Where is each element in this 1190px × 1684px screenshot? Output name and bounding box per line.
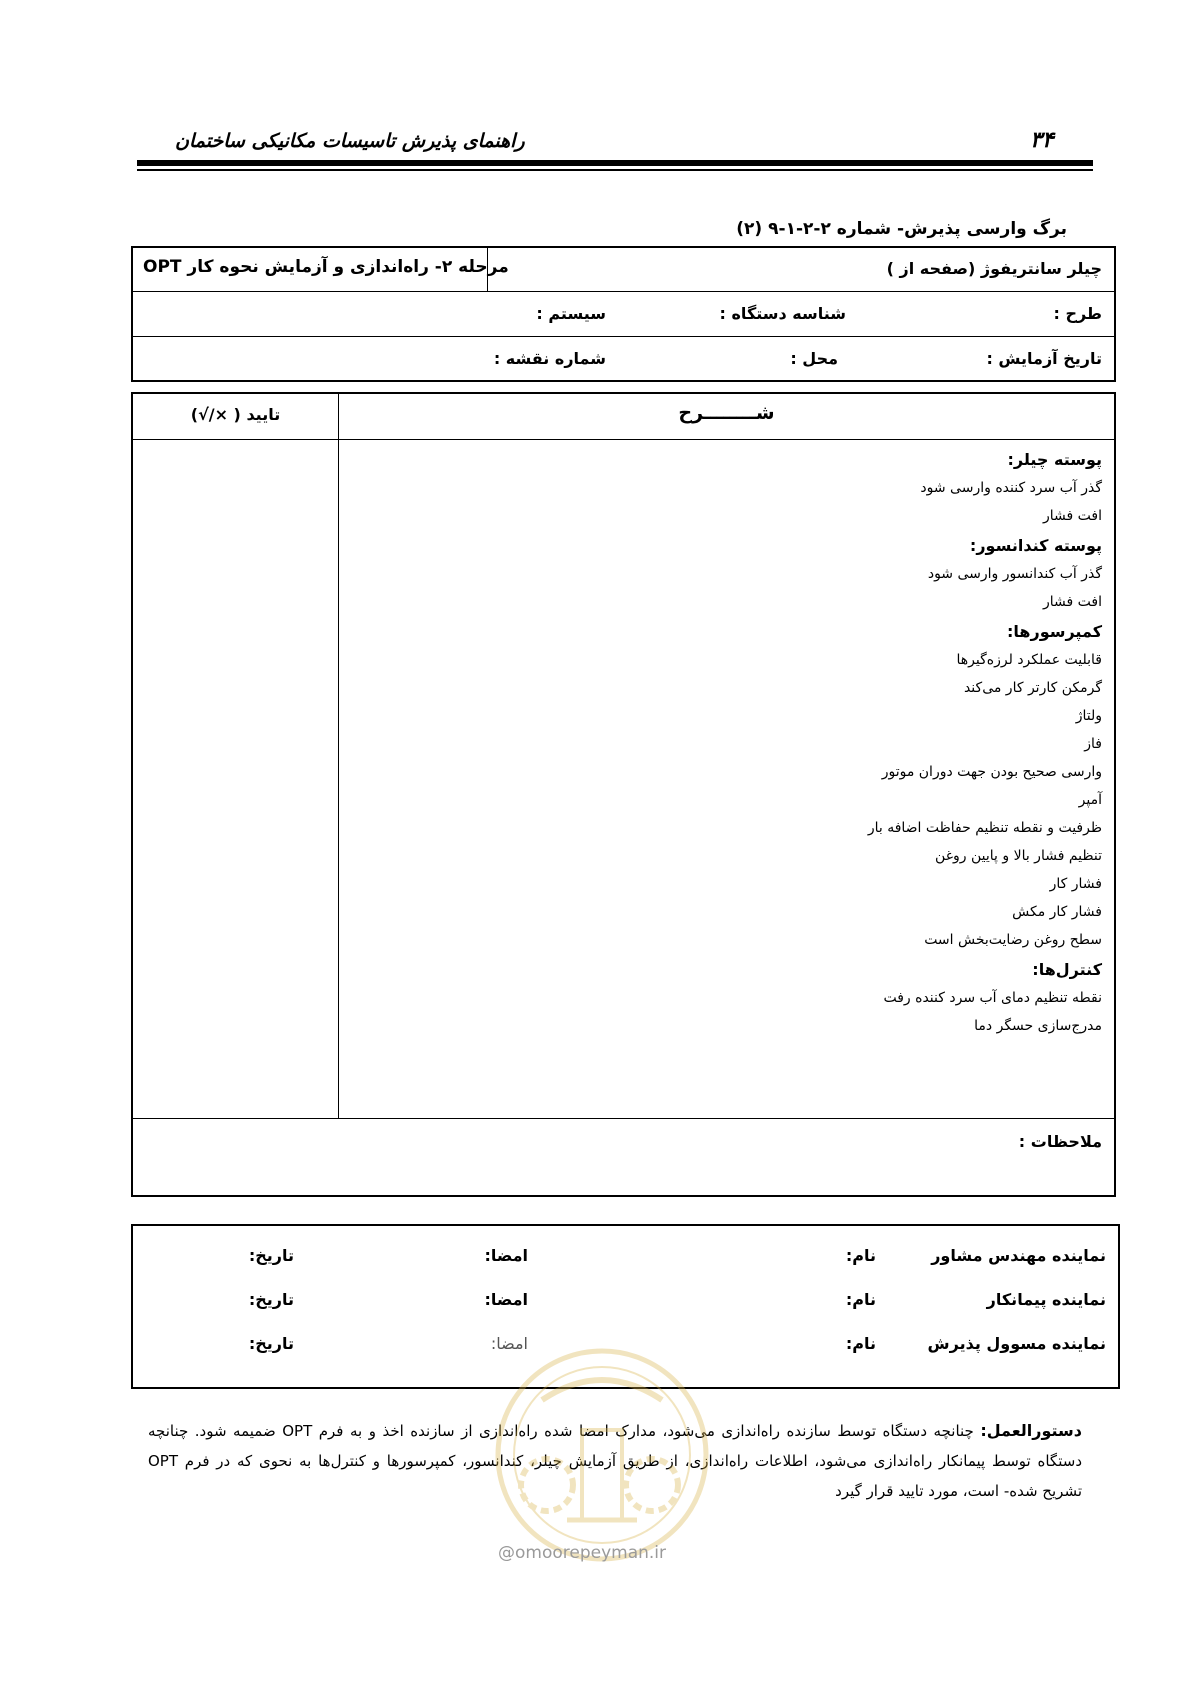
instructions-label: دستورالعمل: — [980, 1421, 1082, 1440]
section-condenser-shell: پوسته کندانسور: — [969, 536, 1102, 555]
list-item: فاز — [1084, 736, 1102, 752]
list-item: ولتاژ — [1075, 708, 1102, 724]
header-rule-thin — [137, 169, 1093, 171]
signature-role: نماینده مسوول پذیرش — [927, 1334, 1106, 1353]
signature-name: نام: — [845, 1246, 876, 1265]
section-controls: کنترل‌ها: — [1032, 960, 1102, 979]
page-number: ۳۴ — [1030, 128, 1054, 153]
divider — [338, 394, 339, 1118]
list-item: قابلیت عملکرد لرزه‌گیرها — [956, 652, 1102, 668]
instructions-text: چنانچه دستگاه توسط سازنده راه‌اندازی می‌شود، مدارک امضا شده راه‌اندازی از سازنده اخذ و به فرم OPT ضمیمه شود. چنانچه دستگاه توسط پیمانکار راه‌اندازی می‌شود، اطلاعات راه‌اندازی، از طریق آزمایش چیلر، کندانسور، کمپرسورها و کنترل‌ها به نحوی که در فرم OPT تشریح شده- است، مورد تایید قرار گیرد — [148, 1422, 1082, 1500]
notes-label: ملاحظات : — [1018, 1132, 1102, 1151]
list-item: مدرج‌سازی حسگر دما — [974, 1018, 1102, 1034]
header-rule — [137, 160, 1093, 166]
list-item: گذر آب کندانسور وارسی شود — [927, 566, 1102, 582]
watermark-seal-icon — [487, 1340, 717, 1570]
approval-header: تایید ( ×/√) — [190, 405, 281, 424]
list-item: گذر آب سرد کننده وارسی شود — [920, 480, 1102, 496]
list-item: تنظیم فشار بالا و پایین روغن — [935, 848, 1102, 864]
drawing-number-field: شماره نقشه : — [493, 349, 606, 368]
section-compressors: کمپرسورها: — [1007, 622, 1102, 641]
book-title: راهنمای پذیرش تاسیسات مکانیکی ساختمان — [175, 130, 525, 152]
equipment-name: چیلر سانتریفوژ (صفحه از ) — [886, 259, 1102, 278]
signature-role: نماینده پیمانکار — [986, 1290, 1106, 1309]
test-date-field: تاریخ آزمایش : — [986, 349, 1102, 368]
watermark-url: @omoorepeyman.ir — [498, 1543, 667, 1563]
device-id-field: شناسه دستگاه : — [719, 304, 846, 323]
signature-date: تاریخ: — [248, 1290, 294, 1309]
list-item: نقطه تنظیم دمای آب سرد کننده رفت — [883, 990, 1102, 1006]
signature-date: تاریخ: — [248, 1246, 294, 1265]
list-item: سطح روغن رضایت‌بخش است — [924, 932, 1102, 948]
list-item: فشار کار — [1049, 876, 1102, 892]
divider — [133, 1118, 1114, 1119]
list-item: ظرفیت و نقطه تنظیم حفاظت اضافه بار — [867, 820, 1102, 836]
signature-sign: امضا: — [490, 1334, 528, 1353]
list-item: گرمکن کارتر کار می‌کند — [963, 680, 1102, 696]
form-title: برگ وارسی پذیرش- شماره ۲-۲-۱-۹ (۲) — [736, 219, 1067, 239]
list-item: افت فشار — [1043, 508, 1102, 524]
signature-sign: امضا: — [484, 1290, 528, 1309]
checklist-table — [131, 392, 1116, 1197]
signature-role: نماینده مهندس مشاور — [931, 1246, 1106, 1265]
form-info-box — [131, 246, 1116, 382]
project-field: طرح : — [1053, 304, 1102, 323]
signature-sign: امضا: — [484, 1246, 528, 1265]
list-item: افت فشار — [1043, 594, 1102, 610]
system-field: سیستم : — [536, 304, 606, 323]
description-header: شــــــــرح — [678, 402, 775, 424]
divider — [133, 439, 1114, 440]
list-item: وارسی صحیح بودن جهت دوران موتور — [881, 764, 1102, 780]
signature-name: نام: — [845, 1334, 876, 1353]
location-field: محل : — [790, 349, 838, 368]
section-chiller-shell: پوسته چیلر: — [1007, 450, 1102, 469]
divider — [133, 291, 1114, 292]
stage-title: مرحله ۲- راه‌اندازی و آزمایش نحوه کار OPT — [143, 257, 509, 277]
divider — [133, 336, 1114, 337]
list-item: آمپر — [1078, 792, 1102, 808]
signature-name: نام: — [845, 1290, 876, 1309]
list-item: فشار کار مکش — [1012, 904, 1102, 920]
signature-date: تاریخ: — [248, 1334, 294, 1353]
